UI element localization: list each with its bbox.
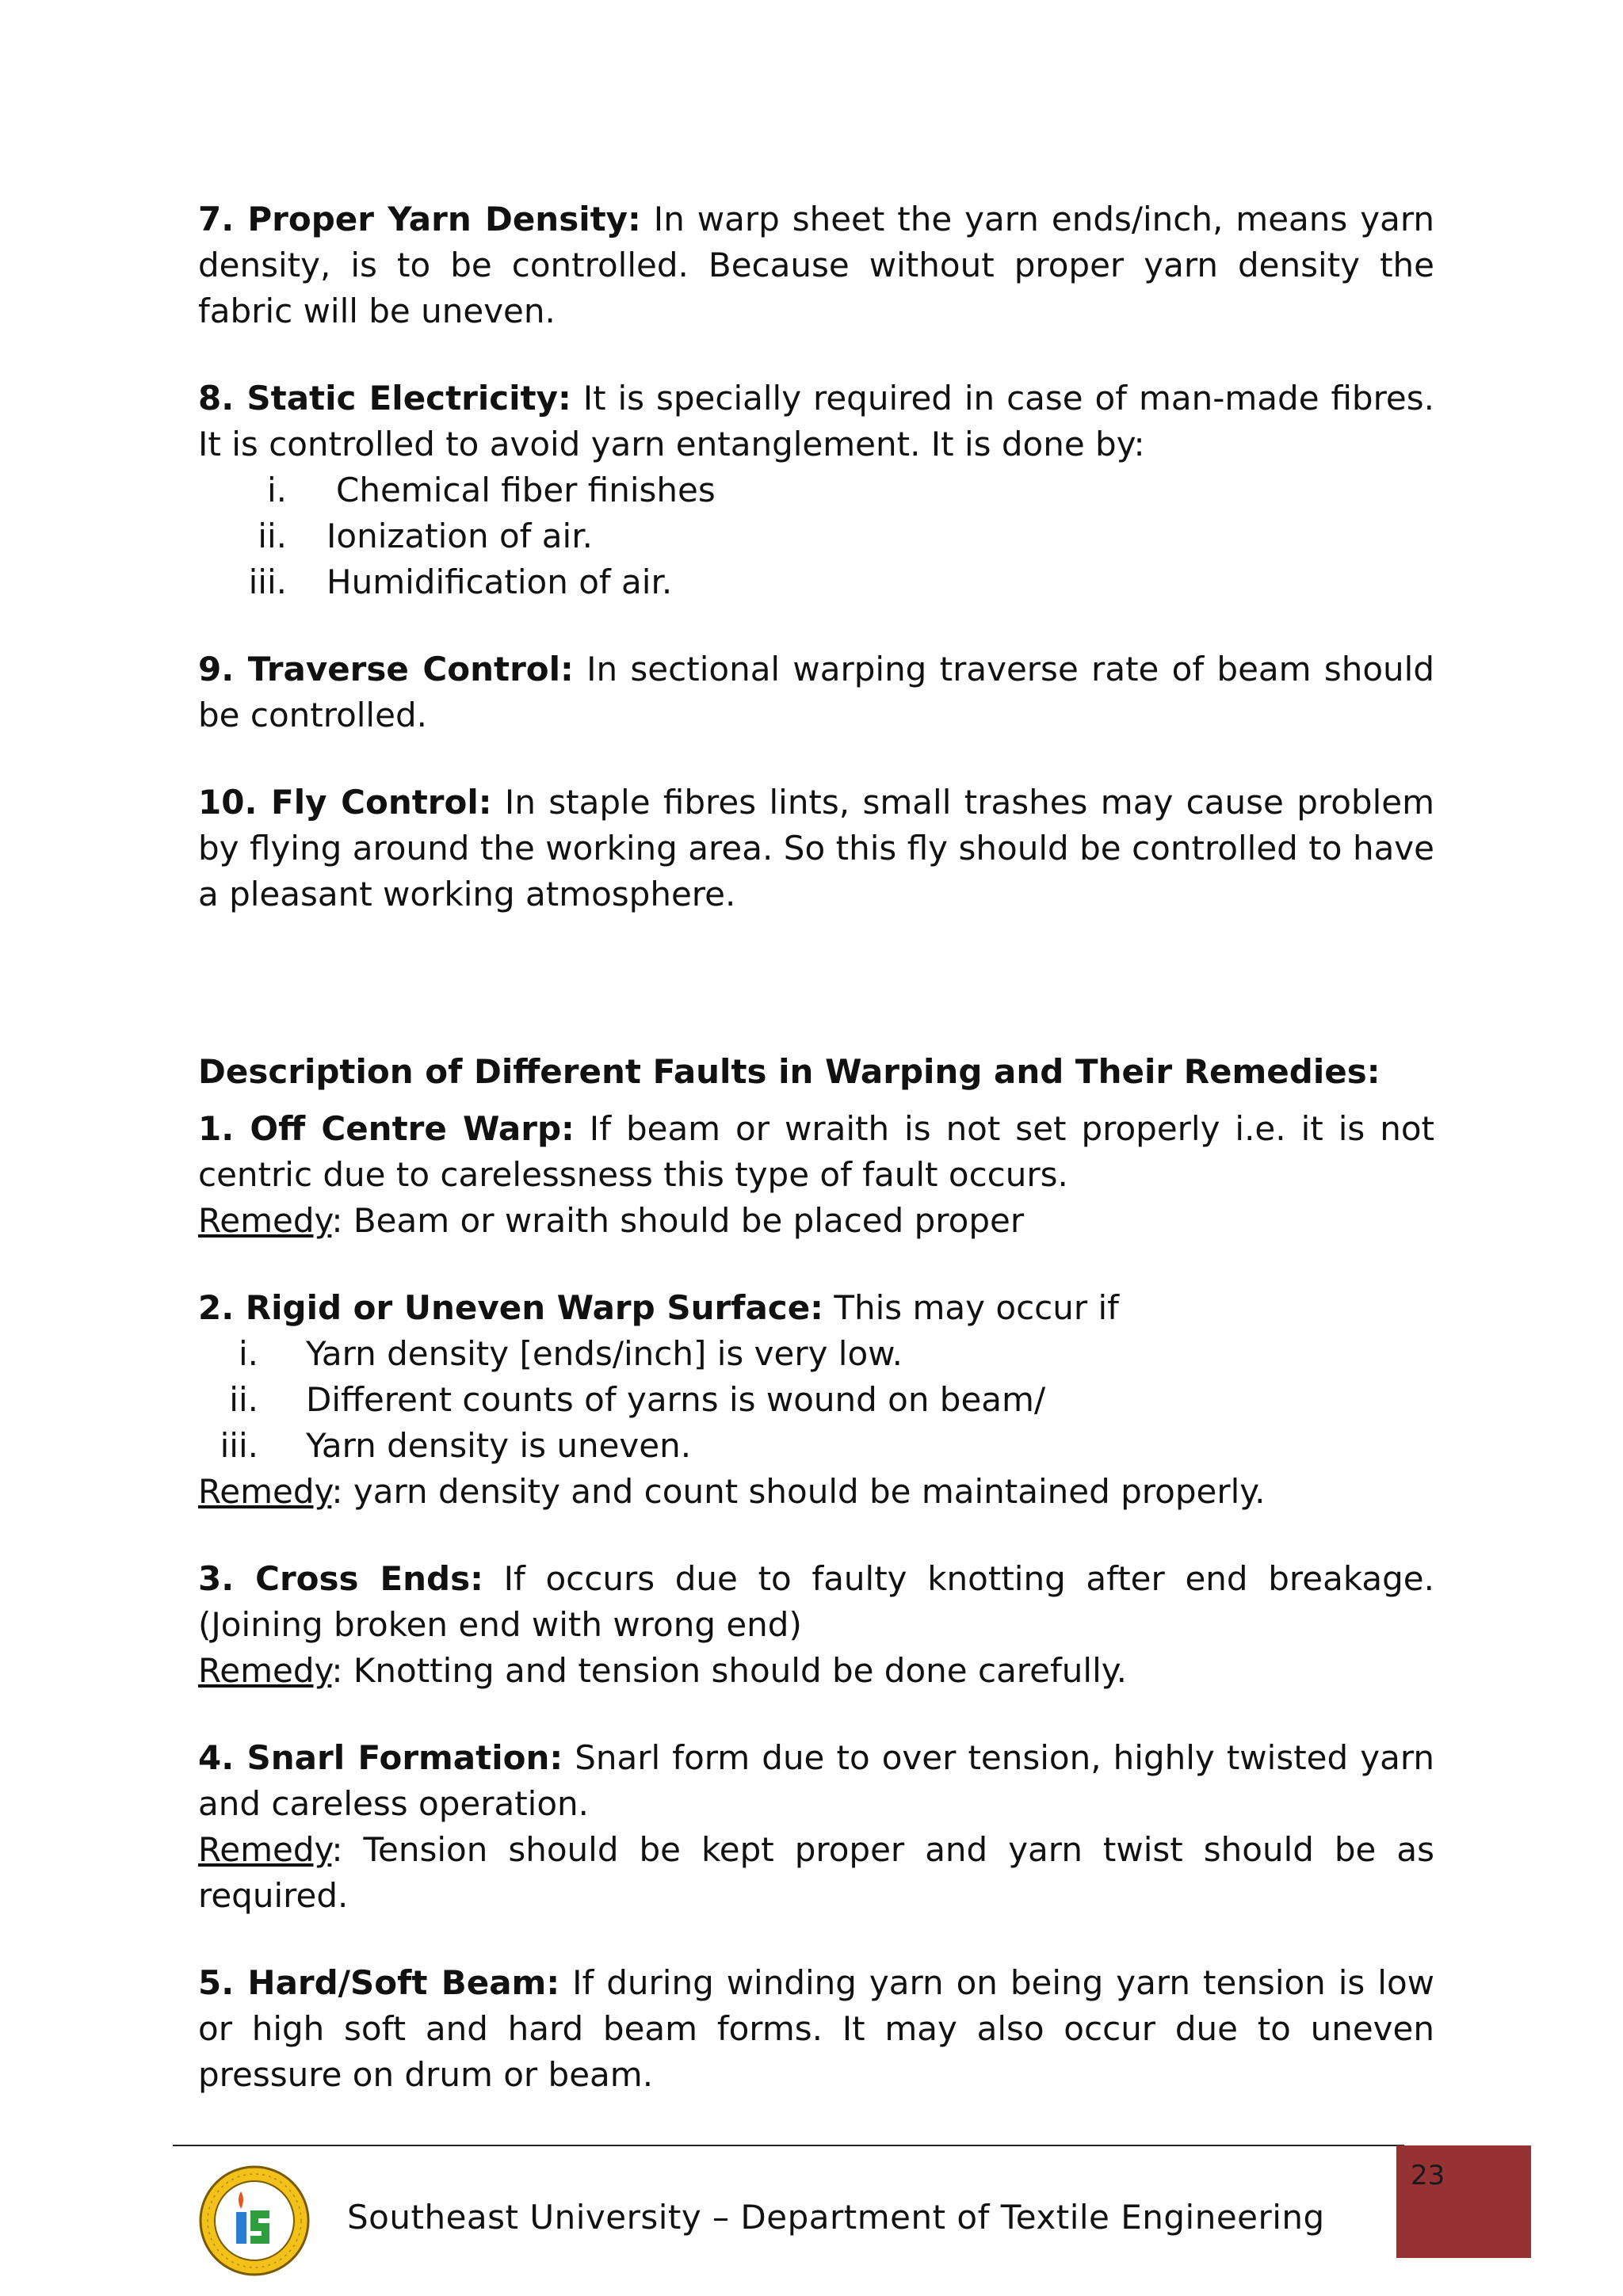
- fault-text: Snarl form due to over tension, highly twisted yarn and careless operation.: [198, 1738, 1434, 1823]
- fault-off-centre-warp: [198, 1106, 1434, 1198]
- fault-remedy: [198, 1648, 1434, 1694]
- list-item-text: Ionization of air.: [327, 517, 593, 555]
- fault-rigid-uneven-surface: [198, 1285, 1434, 1331]
- section-text: In warp sheet the yarn ends/inch, means yarn density, is to be controlled. Because without proper yarn density the fabric will be uneven.: [198, 200, 1434, 330]
- fault-heading: 1. Off Centre Warp:: [198, 1109, 575, 1148]
- fault-remedy: [198, 1827, 1434, 1919]
- page-number: 23: [1411, 2160, 1445, 2191]
- footer-text: Southeast University – Department of Textile Engineering: [347, 2198, 1325, 2237]
- section-fly-control: [198, 780, 1434, 917]
- list-item: [198, 467, 1434, 513]
- fault-text: If occurs due to faulty knotting after end breakage. (Joining broken end with wrong end): [198, 1559, 1434, 1644]
- fault-heading: 4. Snarl Formation:: [198, 1738, 563, 1777]
- fault-heading: 2. Rigid or Uneven Warp Surface:: [198, 1288, 823, 1327]
- section-proper-yarn-density: [198, 196, 1434, 334]
- fault-heading: 3. Cross Ends:: [198, 1559, 483, 1598]
- list-item: [198, 559, 1434, 605]
- list-item: [198, 1331, 1434, 1377]
- section-heading: 9. Traverse Control:: [198, 650, 574, 688]
- remedy-text: : yarn density and count should be maintained properly.: [331, 1472, 1266, 1511]
- fault-cross-ends: [198, 1556, 1434, 1648]
- remedy-text: : Beam or wraith should be placed proper: [331, 1201, 1025, 1240]
- static-electricity-list: [198, 467, 1434, 605]
- uneven-surface-list: [198, 1331, 1434, 1469]
- remedy-label: Remedy: [198, 1830, 332, 1869]
- remedy-label: Remedy: [198, 1472, 332, 1511]
- remedy-label: Remedy: [198, 1201, 332, 1240]
- fault-remedy: [198, 1469, 1434, 1515]
- fault-text: If during winding yarn on being yarn tension is low or high soft and hard beam forms. It may also occur due to uneven pressure on drum or beam.: [198, 1963, 1434, 2094]
- fault-heading: 5. Hard/Soft Beam:: [198, 1963, 560, 2002]
- list-item-text: Chemical fiber finishes: [336, 471, 716, 509]
- section-heading: 10. Fly Control:: [198, 783, 492, 822]
- list-item-number: i.: [266, 471, 287, 509]
- section-heading: 7. Proper Yarn Density:: [198, 200, 641, 238]
- list-item: [198, 513, 1434, 559]
- list-item-text: Humidification of air.: [327, 563, 673, 601]
- fault-snarl-formation: [198, 1735, 1434, 1827]
- section-text: It is specially required in case of man-made fibres. It is controlled to avoid yarn entanglement. It is done by:: [198, 379, 1434, 463]
- footer-divider: [173, 2145, 1404, 2146]
- list-item-number: ii.: [258, 517, 287, 555]
- fault-remedy: [198, 1198, 1434, 1244]
- list-item-number: ii.: [229, 1380, 258, 1419]
- fault-text: This may occur if: [823, 1288, 1119, 1327]
- list-item-text: Yarn density [ends/inch] is very low.: [306, 1334, 903, 1373]
- faults-title: Description of Different Faults in Warping and Their Remedies:: [198, 1052, 1381, 1091]
- university-seal-icon: [198, 2164, 311, 2277]
- fault-text: If beam or wraith is not set properly i.e. it is not centric due to carelessness this type of fault occurs.: [198, 1109, 1434, 1194]
- page-content: [198, 196, 1434, 2098]
- list-item-number: iii.: [220, 1426, 258, 1465]
- remedy-text: : Knotting and tension should be done carefully.: [331, 1651, 1127, 1690]
- list-item-text: Yarn density is uneven.: [306, 1426, 692, 1465]
- list-item-number: i.: [238, 1334, 258, 1373]
- fault-hard-soft-beam: [198, 1960, 1434, 2098]
- section-text: In sectional warping traverse rate of beam should be controlled.: [198, 650, 1434, 734]
- section-heading: 8. Static Electricity:: [198, 379, 571, 418]
- remedy-text: : Tension should be kept proper and yarn twist should be as required.: [198, 1830, 1434, 1915]
- list-item: [198, 1423, 1434, 1469]
- list-item: [198, 1377, 1434, 1423]
- remedy-label: Remedy: [198, 1651, 332, 1690]
- section-text: In staple fibres lints, small trashes may cause problem by flying around the working area. So this fly should be controlled to have a pleasant working atmosphere.: [198, 783, 1434, 913]
- section-static-electricity: [198, 376, 1434, 467]
- page-number-box: [1396, 2145, 1531, 2258]
- list-item-number: iii.: [248, 563, 287, 601]
- list-item-text: Different counts of yarns is wound on beam/: [306, 1380, 1046, 1419]
- section-traverse-control: [198, 646, 1434, 738]
